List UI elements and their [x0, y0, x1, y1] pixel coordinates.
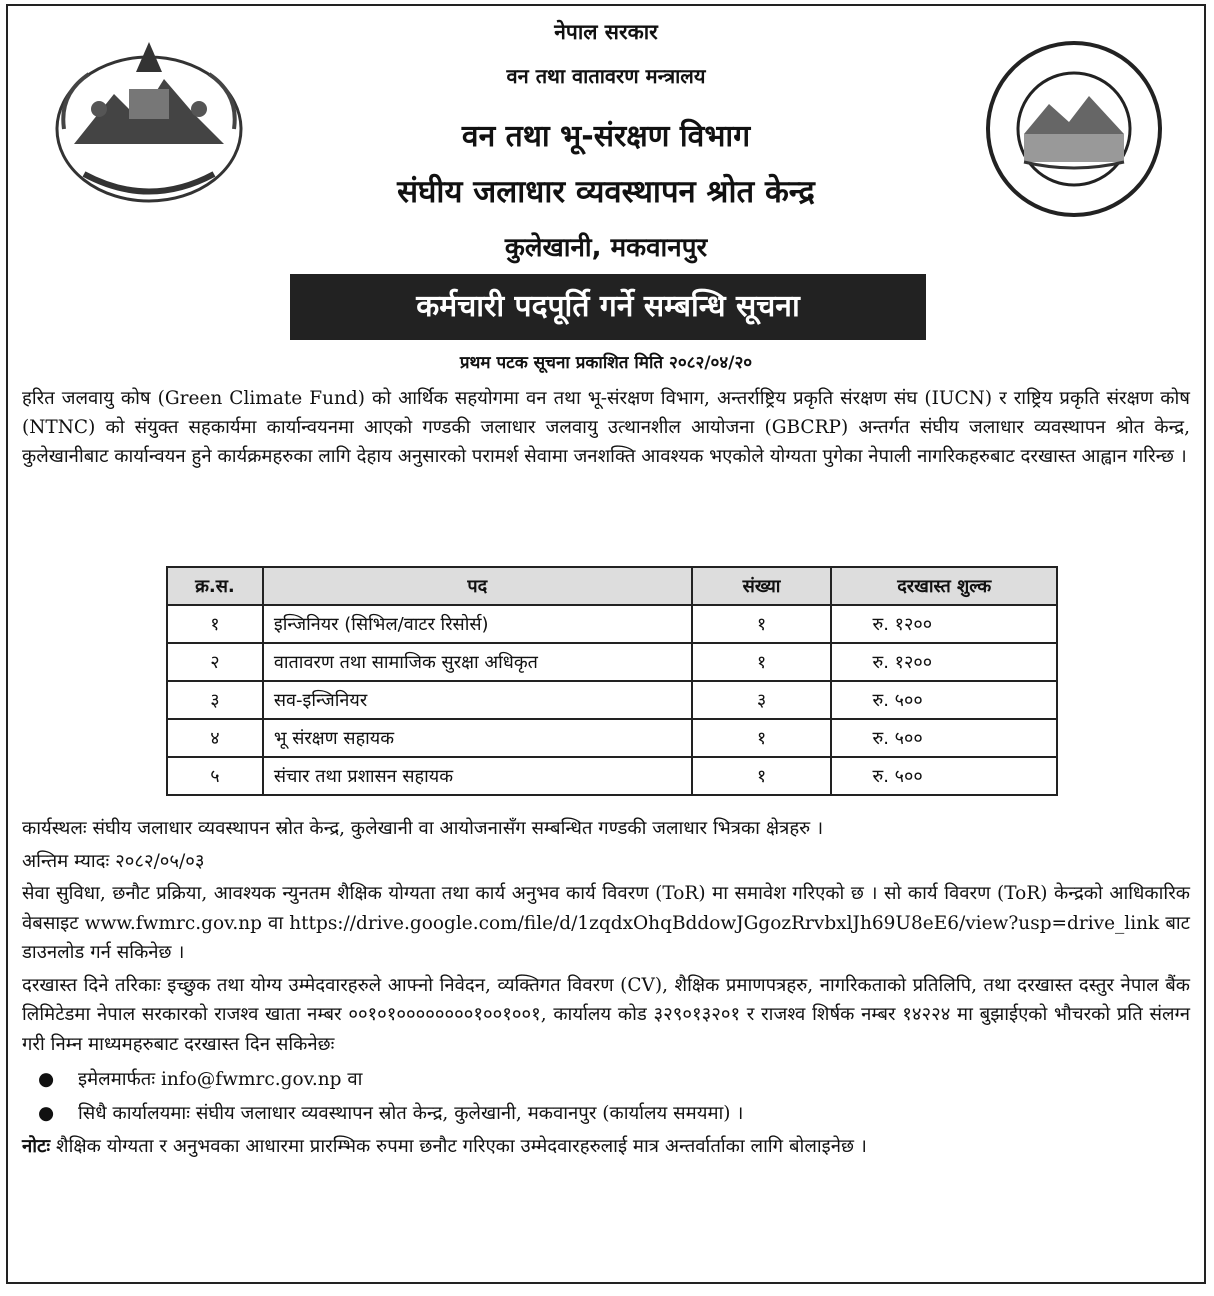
cell-count: १ — [692, 757, 832, 795]
table-row — [167, 757, 1057, 795]
cell-count: १ — [692, 643, 832, 681]
notice-details — [22, 814, 1190, 1165]
table-row — [167, 605, 1057, 643]
publish-date: प्रथम पटक सूचना प्रकाशित मिति २०८२/०४/२० — [459, 353, 753, 373]
cell-sn: ४ — [167, 719, 263, 757]
cell-post: वातावरण तथा सामाजिक सुरक्षा अधिकृत — [263, 643, 692, 681]
government-name: नेपाल सरकार — [554, 20, 658, 44]
header-count: संख्या — [692, 567, 832, 605]
tor-text: सेवा सुविधा, छनौट प्रक्रिया, आवश्यक न्युनतम शैक्षिक योग्यता तथा कार्य अनुभव कार्य विवरण (ToR) मा समावेश गरिएको छ । सो कार्य विवरण (ToR) केन्द्रको आधिकारिक वेबसाइट www.fwmrc.gov.np वा https://drive.google.com/file/d/1zqdxOhqBddowJGgozRrvbxlJh69U8eE6/view?usp=drive_link बाट डाउनलोड गर्न सकिनेछ । — [22, 883, 1190, 963]
cell-count: १ — [692, 605, 832, 643]
table-row — [167, 719, 1057, 757]
how-to-apply-text: दरखास्त दिने तरिकाः इच्छुक तथा योग्य उम्मेदवारहरुले आफ्नो निवेदन, व्यक्तिगत विवरण (CV), शैक्षिक प्रमाणपत्रहरु, नागरिकताको प्रतिलिपि, तथा दरखास्त दस्तुर नेपाल बैंक लिमिटेडमा नेपाल सरकारको राजश्व खाता नम्बर ००१०१००००००००१००१००१, कार्यालय कोड ३२९०१३२०१ र राजश्व शिर्षक नम्बर १४२२४ मा बुझाईएको भौचरको प्रति संलग्न गरी निम्न माध्यमहरुबाट दरखास्त दिन सकिनेछः — [22, 974, 1190, 1055]
intro-paragraph: हरित जलवायु कोष (Green Climate Fund) को आर्थिक सहयोगमा वन तथा भू-संरक्षण विभाग, अन्तर्राष्ट्रिय प्रकृति संरक्षण संघ (IUCN) र राष्ट्रिय प्रकृति संरक्षण कोष (NTNC) को संयुक्त सहकार्यमा कार्यान्वयनमा आएको गण्डकी जलाधार जलवायु उत्थानशील आयोजना (GBCRP) अन्तर्गत संघीय जलाधार व्यवस्थापन श्रोत केन्द्र, कुलेखानीबाट कार्यान्वयन हुने कार्यक्रमहरुका लागि देहाय अनुसारको परामर्श सेवामा जनशक्ति आवश्यक भएकोले योग्यता पुगेका नेपाली नागरिकहरुबाट दरखास्त आह्वान गरिन्छ । — [22, 388, 1190, 467]
application-methods — [22, 1065, 1190, 1128]
deadline-text: अन्तिम म्यादः २०८२/०५/०३ — [22, 850, 205, 872]
cell-sn: २ — [167, 643, 263, 681]
list-item — [22, 1099, 1190, 1129]
table-row — [167, 681, 1057, 719]
cell-post: संचार तथा प्रशासन सहायक — [263, 757, 692, 795]
cell-post: सव-इन्जिनियर — [263, 681, 692, 719]
cell-fee: रु. ५०० — [831, 757, 1057, 795]
center-name: संघीय जलाधार व्यवस्थापन श्रोत केन्द्र — [397, 174, 815, 210]
cell-fee: रु. १२०० — [831, 605, 1057, 643]
list-item — [22, 1065, 1190, 1095]
workplace-text: कार्यस्थलः संघीय जलाधार व्यवस्थापन स्रोत केन्द्र, कुलेखानी वा आयोजनासँग सम्बन्धित गण्डकी जलाधार भित्रका क्षेत्रहरु । — [22, 818, 824, 839]
note — [22, 1132, 1190, 1162]
cell-post: भू संरक्षण सहायक — [263, 719, 692, 757]
header-sn: क्र.स. — [167, 567, 263, 605]
cell-count: १ — [692, 719, 832, 757]
email-method: इमेलमार्फतः info@fwmrc.gov.np वा — [78, 1069, 363, 1090]
cell-sn: १ — [167, 605, 263, 643]
posts-table — [166, 566, 1058, 796]
cell-fee: रु. १२०० — [831, 643, 1057, 681]
office-method: सिधै कार्यालयमाः संघीय जलाधार व्यवस्थापन स्रोत केन्द्र, कुलेखानी, मकवानपुर (कार्यालय समयमा) । — [78, 1102, 744, 1124]
office-seal-icon — [984, 34, 1164, 224]
cell-count: ३ — [692, 681, 832, 719]
header-post: पद — [263, 567, 692, 605]
department-name: वन तथा भू-संरक्षण विभाग — [461, 119, 751, 154]
cell-fee: रु. ५०० — [831, 681, 1057, 719]
note-text: शैक्षिक योग्यता र अनुभवका आधारमा प्रारम्भिक रुपमा छनौट गरिएका उम्मेदवारहरुलाई मात्र अन्तर्वार्ताका लागि बोलाइनेछ । — [56, 1136, 867, 1157]
cell-fee: रु. ५०० — [831, 719, 1057, 757]
header-fee: दरखास्त शुल्क — [831, 567, 1057, 605]
cell-sn: ३ — [167, 681, 263, 719]
notice-page — [6, 4, 1206, 1284]
table-row — [167, 643, 1057, 681]
ministry-name: वन तथा वातावरण मन्त्रालय — [506, 64, 706, 88]
cell-post: इन्जिनियर (सिभिल/वाटर रिसोर्स) — [263, 605, 692, 643]
bullet-icon: ● — [38, 1069, 55, 1090]
bullet-icon: ● — [38, 1102, 55, 1124]
notice-header — [8, 6, 1204, 278]
note-label: नोटः — [22, 1136, 51, 1157]
table-header-row — [167, 567, 1057, 605]
cell-sn: ५ — [167, 757, 263, 795]
notice-title: कर्मचारी पदपूर्ति गर्ने सम्बन्धि सूचना — [290, 274, 926, 340]
center-location: कुलेखानी, मकवानपुर — [504, 233, 708, 263]
